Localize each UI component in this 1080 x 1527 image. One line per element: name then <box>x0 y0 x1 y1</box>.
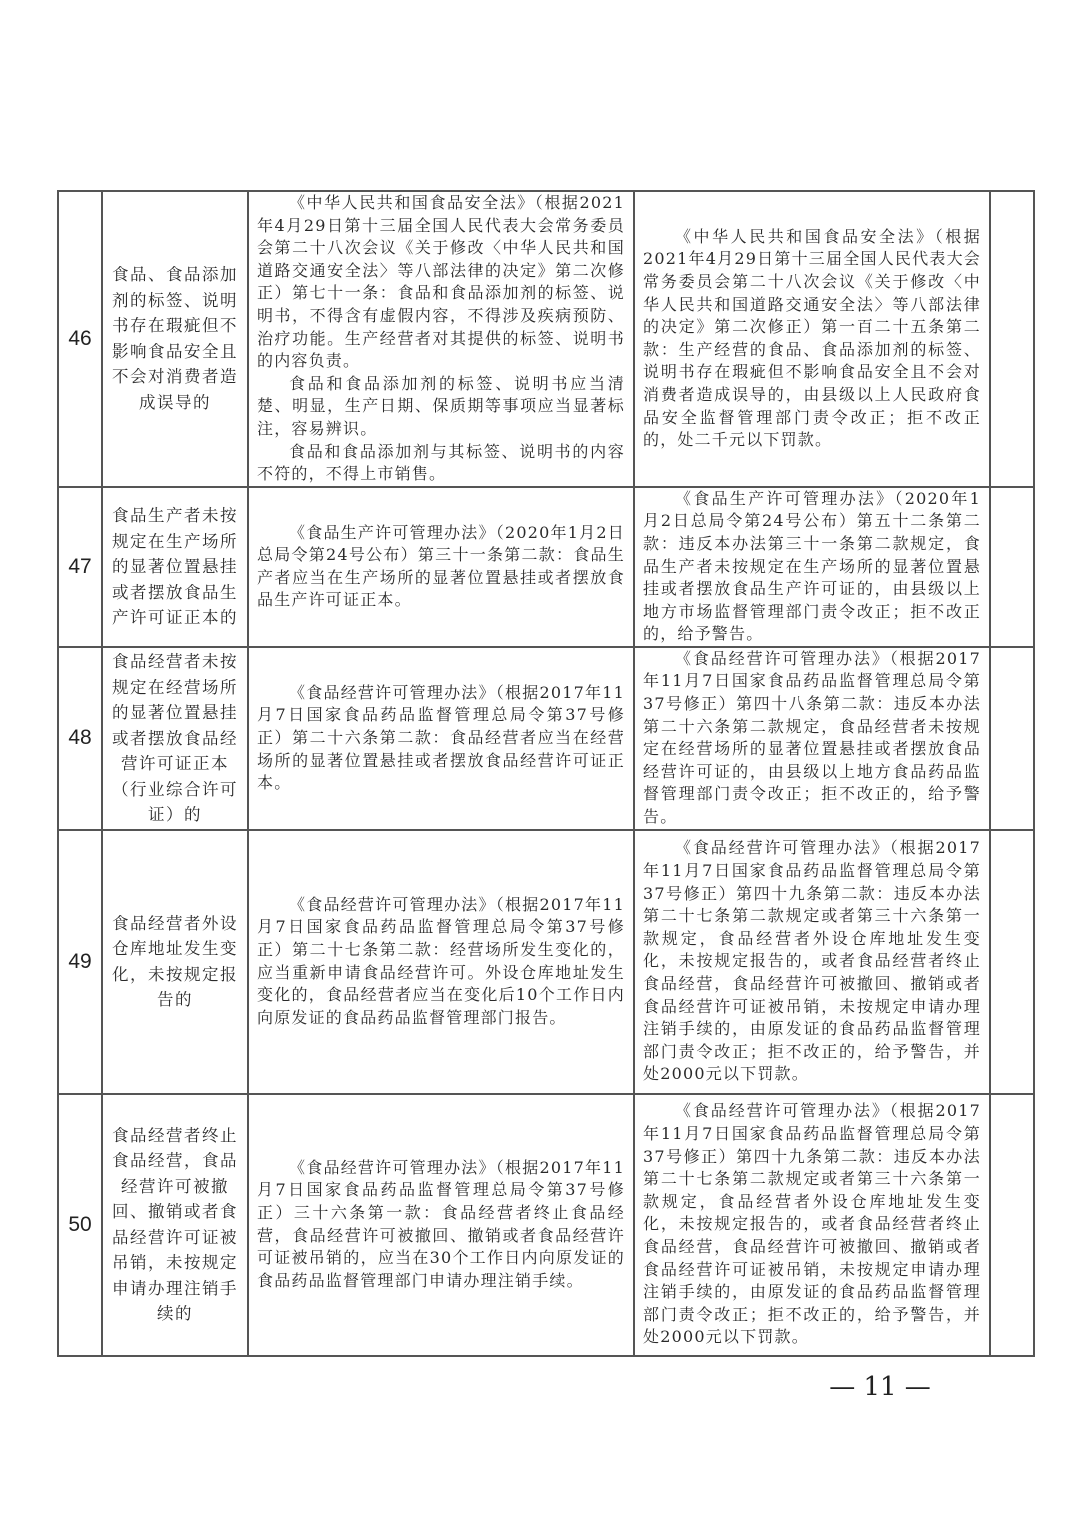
legal-basis-paragraph: 《食品经营许可管理办法》（根据2017年11月7日国家食品药品监督管理总局令第37号修正）第二十七条第二款：经营场所发生变化的，应当重新申请食品经营许可。外设仓库地址发生变化的，食品经营者应当在变化后10个工作日内向原发证的食品药品监督管理部门报告。 <box>257 894 625 1027</box>
violation-item: 食品经营者终止食品经营，食品经营许可被撤回、撤销或者食品经营许可证被吊销，未按规定申请办理注销手续的 <box>102 1094 248 1356</box>
legal-basis <box>248 191 634 487</box>
table-row <box>58 487 1034 647</box>
row-number: 50 <box>58 1094 102 1356</box>
note-cell <box>990 1094 1034 1356</box>
row-number: 47 <box>58 487 102 647</box>
penalty-basis <box>634 830 990 1094</box>
violation-item: 食品、食品添加剂的标签、说明书存在瑕疵但不影响食品安全且不会对消费者造成误导的 <box>102 191 248 487</box>
row-number: 48 <box>58 647 102 830</box>
violation-item: 食品经营者外设仓库地址发生变化，未按规定报告的 <box>102 830 248 1094</box>
penalty-basis-paragraph: 《中华人民共和国食品安全法》（根据2021年4月29日第十三届全国人民代表大会常务委员会第二十八次会议《关于修改〈中华人民共和国道路交通安全法〉等八部法律的决定》第二次修正）第一百二十五条第二款：生产经营的食品、食品添加剂的标签、说明书存在瑕疵但不影响食品安全且不会对消费者造成误导的，由县级以上人民政府食品安全监督管理部门责令改正；拒不改正的，处二千元以下罚款。 <box>643 226 981 450</box>
table-row <box>58 647 1034 830</box>
note-cell <box>990 830 1034 1094</box>
note-cell <box>990 487 1034 647</box>
violation-item: 食品经营者未按规定在经营场所的显著位置悬挂或者摆放食品经营许可证正本（行业综合许可证）的 <box>102 647 248 830</box>
legal-basis-paragraph: 食品和食品添加剂与其标签、说明书的内容不符的，不得上市销售。 <box>257 441 625 484</box>
penalty-basis <box>634 1094 990 1356</box>
note-cell <box>990 191 1034 487</box>
page-number: — 11 — <box>829 1372 931 1402</box>
penalty-basis <box>634 647 990 830</box>
legal-basis <box>248 647 634 830</box>
legal-basis-paragraph: 《中华人民共和国食品安全法》（根据2021年4月29日第十三届全国人民代表大会常务委员会第二十八次会议《关于修改〈中华人民共和国道路交通安全法〉等八部法律的决定》第二次修正）第七十一条：食品和食品添加剂的标签、说明书，不得含有虚假内容，不得涉及疾病预防、治疗功能。生产经营者对其提供的标签、说明书的内容负责。 <box>257 193 625 371</box>
legal-basis-paragraph: 《食品生产许可管理办法》（2020年1月2日总局令第24号公布）第三十一条第二款：食品生产者应当在生产场所的显著位置悬挂或者摆放食品生产许可证正本。 <box>257 522 625 610</box>
note-cell <box>990 647 1034 830</box>
violation-item: 食品生产者未按规定在生产场所的显著位置悬挂或者摆放食品生产许可证正本的 <box>102 487 248 647</box>
legal-basis-paragraph: 《食品经营许可管理办法》（根据2017年11月7日国家食品药品监督管理总局令第37号修正）第二十六条第二款：食品经营者应当在经营场所的显著位置悬挂或者摆放食品经营许可证正本。 <box>257 682 625 793</box>
penalty-basis-paragraph: 《食品经营许可管理办法》（根据2017年11月7日国家食品药品监督管理总局令第37号修正）第四十九条第二款：违反本办法第二十七条第二款规定或者第三十六条第一款规定，食品经营者外设仓库地址发生变化，未按规定报告的，或者食品经营者终止食品经营，食品经营许可被撤回、撤销或者食品经营许可证被吊销，未按规定申请办理注销手续的，由原发证的食品药品监督管理部门责令改正；拒不改正的，给予警告，并处2000元以下罚款。 <box>643 1101 981 1347</box>
table-row <box>58 1094 1034 1356</box>
penalty-basis-paragraph: 《食品经营许可管理办法》（根据2017年11月7日国家食品药品监督管理总局令第37号修正）第四十八条第二款：违反本办法第二十六条第二款规定，食品经营者未按规定在经营场所的显著位置悬挂或者摆放食品经营许可证的，由县级以上地方食品药品监督管理部门责令改正；拒不改正的，给予警告。 <box>643 648 981 827</box>
legal-basis-paragraph: 《食品经营许可管理办法》（根据2017年11月7日国家食品药品监督管理总局令第37号修正）三十六条第一款：食品经营者终止食品经营，食品经营许可被撤回、撤销或者食品经营许可证被吊销的，应当在30个工作日内向原发证的食品药品监督管理部门申请办理注销手续。 <box>257 1157 625 1290</box>
row-number: 46 <box>58 191 102 487</box>
penalty-basis <box>634 191 990 487</box>
legal-basis-paragraph: 食品和食品添加剂的标签、说明书应当清楚、明显，生产日期、保质期等事项应当显著标注，容易辨识。 <box>257 373 625 438</box>
penalty-list-table <box>57 190 1035 1357</box>
legal-basis <box>248 830 634 1094</box>
penalty-basis-paragraph: 《食品经营许可管理办法》（根据2017年11月7日国家食品药品监督管理总局令第37号修正）第四十九条第二款：违反本办法第二十七条第二款规定或者第三十六条第一款规定，食品经营者外设仓库地址发生变化，未按规定报告的，或者食品经营者终止食品经营，食品经营许可被撤回、撤销或者食品经营许可证被吊销，未按规定申请办理注销手续的，由原发证的食品药品监督管理部门责令改正；拒不改正的，给予警告，并处2000元以下罚款。 <box>643 838 981 1084</box>
legal-basis <box>248 1094 634 1356</box>
penalty-basis-paragraph: 《食品生产许可管理办法》（2020年1月2日总局令第24号公布）第五十二条第二款：违反本办法第三十一条第二款规定，食品生产者未按规定在生产场所的显著位置悬挂或者摆放食品生产许可证的，由县级以上地方市场监督管理部门责令改正；拒不改正的，给予警告。 <box>643 488 981 644</box>
row-number: 49 <box>58 830 102 1094</box>
legal-basis <box>248 487 634 647</box>
table-row <box>58 830 1034 1094</box>
penalty-basis <box>634 487 990 647</box>
table-row <box>58 191 1034 487</box>
